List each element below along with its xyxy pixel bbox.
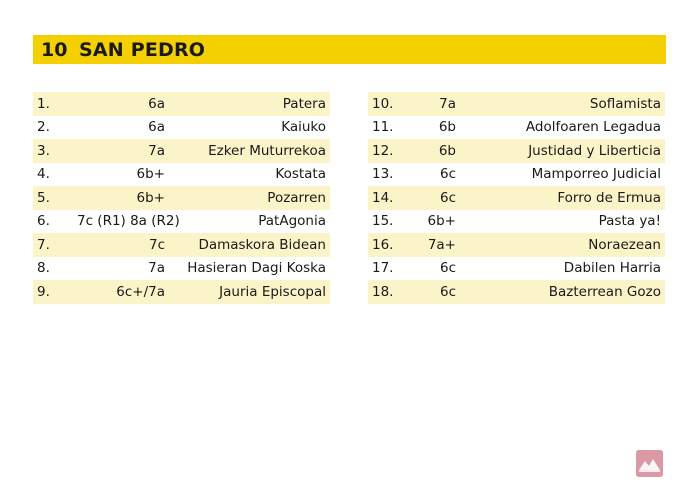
route-grade: 7c [148, 236, 165, 253]
route-name: Kaiuko [281, 119, 326, 136]
route-number: 13. [372, 166, 394, 183]
route-grade: 6c [439, 283, 456, 300]
table-row [368, 92, 665, 116]
route-number: 16. [372, 236, 394, 253]
route-number: 11. [372, 119, 394, 136]
route-grade: 7a [439, 95, 456, 112]
route-name: Dabilen Harria [563, 260, 661, 277]
route-grade: 6c [439, 189, 456, 206]
route-number: 2. [37, 119, 50, 136]
route-name: PatAgonia [258, 213, 326, 230]
route-name: Patera [282, 95, 326, 112]
table-row [368, 116, 665, 140]
table-row [368, 139, 665, 163]
section-title: SAN PEDRO [79, 38, 206, 61]
route-number: 5. [37, 189, 50, 206]
route-name: Soflamista [589, 95, 661, 112]
route-number: 9. [37, 283, 50, 300]
route-number: 4. [37, 166, 50, 183]
route-number: 15. [372, 213, 394, 230]
table-row [33, 280, 330, 304]
routes-table-right [368, 92, 665, 304]
route-grade: 6c [439, 166, 456, 183]
table-row [368, 163, 665, 187]
route-grade: 6b [438, 119, 456, 136]
section-number: 10 [41, 38, 68, 61]
route-number: 18. [372, 283, 394, 300]
route-name: Forro de Ermua [557, 189, 661, 206]
route-name: Justidad y Liberticia [528, 142, 661, 159]
route-grade: 7a [148, 142, 165, 159]
route-name: Ezker Muturrekoa [208, 142, 326, 159]
table-row [368, 280, 665, 304]
route-grade: 6b+ [136, 166, 165, 183]
route-grade: 6a [148, 95, 165, 112]
route-grade: 7c (R1) 8a (R2) [77, 213, 180, 230]
route-grade: 6b+ [427, 213, 456, 230]
route-grade: 7a [148, 260, 165, 277]
route-number: 12. [372, 142, 394, 159]
route-grade: 6b [438, 142, 456, 159]
route-grade: 6b+ [136, 189, 165, 206]
table-row [33, 163, 330, 187]
table-row [33, 233, 330, 257]
route-number: 3. [37, 142, 50, 159]
table-row [33, 257, 330, 281]
route-name: Adolfoaren Legadua [525, 119, 661, 136]
route-name: Pozarren [267, 189, 326, 206]
table-row [33, 186, 330, 210]
table-row [368, 257, 665, 281]
table-row [33, 139, 330, 163]
route-name: Damaskora Bidean [198, 236, 326, 253]
route-name: Mamporreo Judicial [531, 166, 661, 183]
mountain-logo-icon [636, 450, 663, 477]
route-name: Pasta ya! [598, 213, 661, 230]
table-row [33, 210, 330, 234]
route-grade: 6c [439, 260, 456, 277]
route-name: Bazterrean Gozo [548, 283, 661, 300]
route-grade: 6a [148, 119, 165, 136]
table-row [368, 210, 665, 234]
route-grade: 6c+/7a [116, 283, 165, 300]
route-name: Jauria Episcopal [219, 283, 326, 300]
routes-table-left [33, 92, 330, 304]
route-number: 8. [37, 260, 50, 277]
route-number: 17. [372, 260, 394, 277]
route-grade: 7a+ [427, 236, 456, 253]
route-name: Kostata [275, 166, 326, 183]
table-row [368, 186, 665, 210]
table-row [33, 116, 330, 140]
route-number: 1. [37, 95, 50, 112]
route-number: 14. [372, 189, 394, 206]
table-row [33, 92, 330, 116]
route-number: 10. [372, 95, 394, 112]
section-header [33, 35, 666, 64]
route-name: Noraezean [588, 236, 661, 253]
route-number: 6. [37, 213, 50, 230]
route-name: Hasieran Dagi Koska [187, 260, 326, 277]
table-row [368, 233, 665, 257]
route-number: 7. [37, 236, 50, 253]
